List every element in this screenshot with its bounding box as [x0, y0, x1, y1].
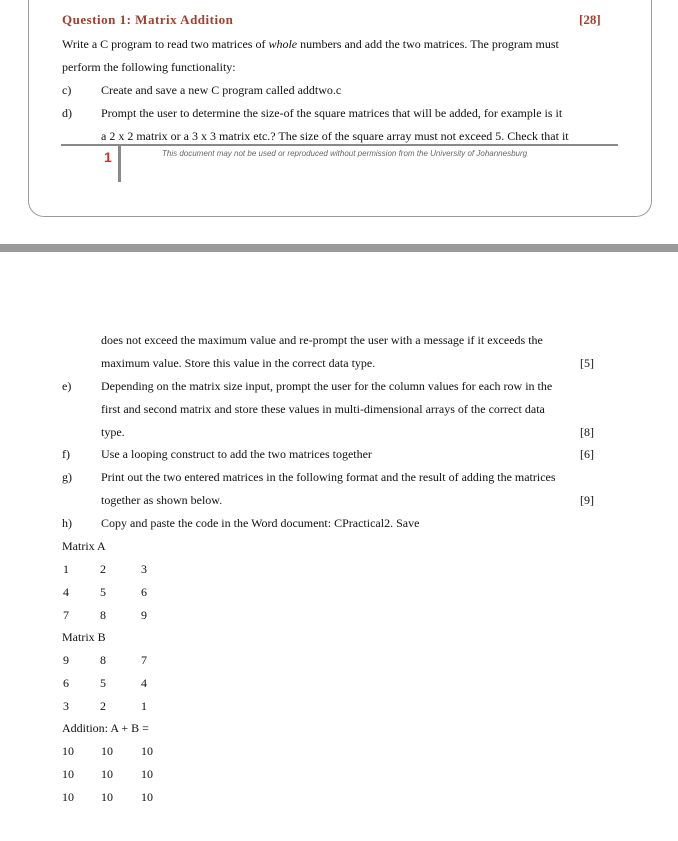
matrix-cell: 3 [63, 699, 69, 713]
matrix-cell: 10 [101, 744, 113, 758]
item-h-label: h) [62, 516, 72, 530]
footer-divider [118, 144, 121, 182]
matrix-cell: 7 [63, 608, 69, 622]
intro-line-1: Write a C program to read two matrices of whole numbers and add the two matrices. The program must [62, 37, 559, 51]
matrix-cell: 10 [141, 744, 153, 758]
item-g-line-1: Print out the two entered matrices in the following format and the result of adding the matrices [101, 470, 556, 484]
item-e-line-2: first and second matrix and store these values in multi-dimensional arrays of the correct data [101, 402, 545, 416]
item-e-marks: [8] [580, 425, 594, 439]
matrix-cell: 9 [141, 608, 147, 622]
matrix-cell: 5 [100, 676, 106, 690]
matrix-cell: 10 [62, 744, 74, 758]
matrix-a-title: Matrix A [62, 539, 106, 553]
item-c-line: Create and save a new C program called addtwo.c [101, 83, 342, 97]
question-title: Question 1: Matrix Addition [62, 12, 234, 27]
matrix-cell: 9 [63, 653, 69, 667]
item-c-label: c) [62, 83, 72, 97]
item-e-line-1: Depending on the matrix size input, prompt the user for the column values for each row in the [101, 379, 553, 393]
item-f-label: f) [62, 447, 70, 461]
item-d-line-1: Prompt the user to determine the size-of the square matrices that will be added, for example is it [101, 106, 563, 120]
matrix-cell: 8 [100, 608, 106, 622]
matrix-cell: 10 [141, 767, 153, 781]
matrix-cell: 7 [141, 653, 147, 667]
item-g-marks: [9] [580, 493, 594, 507]
matrix-cell: 4 [63, 585, 69, 599]
item-e-label: e) [62, 379, 72, 393]
matrix-cell: 6 [63, 676, 69, 690]
item-d-marks: [5] [580, 356, 594, 370]
matrix-cell: 10 [62, 790, 74, 804]
page-number: 1 [104, 149, 112, 165]
item-d-line-2: a 2 x 2 matrix or a 3 x 3 matrix etc.? The size of the square array must not exceed 5. Check that it [101, 129, 569, 143]
footer-rule [61, 144, 618, 146]
item-d-line-3: does not exceed the maximum value and re-prompt the user with a message if it exceeds the [101, 333, 543, 347]
item-g-line-2: together as shown below. [101, 493, 223, 507]
matrix-cell: 5 [100, 585, 106, 599]
footer-notice: This document may not be used or reproduced without permission from the University of Johannesburg [162, 149, 528, 158]
item-f-line: Use a looping construct to add the two matrices together [101, 447, 372, 461]
item-e-line-3: type. [101, 425, 125, 439]
matrix-cell: 10 [62, 767, 74, 781]
matrix-cell: 10 [101, 790, 113, 804]
matrix-cell: 4 [141, 676, 147, 690]
item-h-line: Copy and paste the code in the Word document: CPractical2. Save [101, 516, 420, 530]
matrix-cell: 6 [141, 585, 147, 599]
matrix-cell: 1 [63, 562, 69, 576]
matrix-cell: 1 [141, 699, 147, 713]
matrix-cell: 3 [141, 562, 147, 576]
matrix-cell: 8 [100, 653, 106, 667]
question-marks: [28] [579, 12, 601, 27]
intro-line-2: perform the following functionality: [62, 60, 236, 74]
matrix-cell: 2 [100, 699, 106, 713]
matrix-b-title: Matrix B [62, 630, 106, 644]
matrix-cell: 10 [141, 790, 153, 804]
item-f-marks: [6] [580, 447, 594, 461]
item-d-line-4: maximum value. Store this value in the correct data type. [101, 356, 376, 370]
item-g-label: g) [62, 470, 72, 484]
addition-title: Addition: A + B = [62, 721, 149, 735]
matrix-cell: 2 [100, 562, 106, 576]
page-break [0, 244, 678, 252]
matrix-cell: 10 [101, 767, 113, 781]
item-d-label: d) [62, 106, 72, 120]
